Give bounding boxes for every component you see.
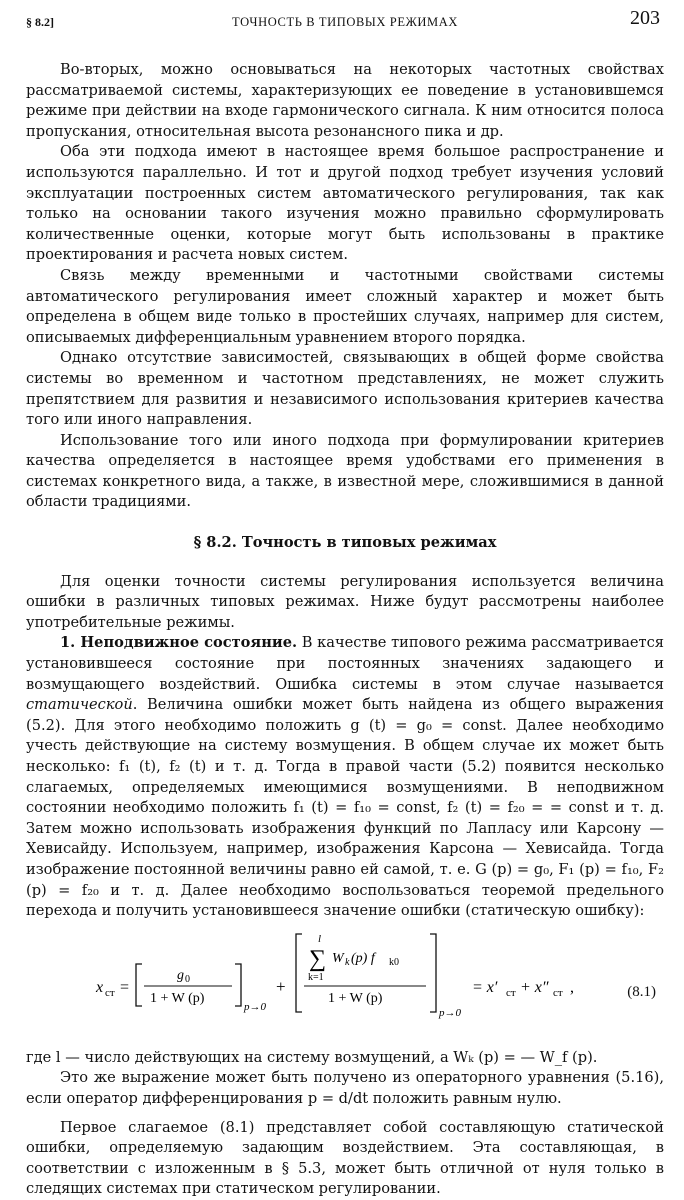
frac2-num-rest: (p) f <box>351 950 375 966</box>
formula-rhs-plus: + x″ <box>520 978 549 996</box>
header-section: § 8.2] <box>26 15 54 29</box>
bracket-right-2 <box>430 934 436 1012</box>
bracket-right-1 <box>235 964 241 1006</box>
subsection-paragraph <box>26 633 664 921</box>
running-header <box>26 7 664 40</box>
subsection-italic: статической <box>26 696 133 714</box>
formula-number: (8.1) <box>627 983 656 1000</box>
formula-plus: + <box>276 976 286 996</box>
formula-rhs-end: , <box>570 978 574 996</box>
paragraph: Однако отсутствие зависимостей, связывающих в общей форме свойства системы во временном и частотном представлениях, не может служить препятствием для развития и независимого использования критериев качества того или иного направления. <box>26 349 664 429</box>
formula-lhs: x <box>96 978 104 996</box>
subsection-text-b: . Величина ошибки может быть найдена из общего выражения (5.2). Для этого необходимо положить g (t) = g₀ = const. Далее необходимо учесть действующие на систему возмущения. В общем случае их может быть несколько: f₁ (t), f₂ (t) и т. д. Тогда в правой части (5.2) появится несколько слагаемых, определяемых имеющимися возмущениями. В неподвижном состоянии необходимо положить f₁ (t) = f₁₀ = const, f₂ (t) = f₂₀ = = const и т. д. Затем можно использовать изображения функций по Лапласу или Карсону — Хевисайду. Используем, например, изображения Карсона — Хевисайда. Тогда изображение постоянной величины равно ей самой, т. е. G (p) = g₀, F₁ (p) = f₁₀, F₂ (p) = f₂₀ и т. д. Далее необходимо воспользоваться теоремой предельного перехода и получить установившееся значение ошибки (статическую ошибку): <box>26 696 664 920</box>
frac1-den: 1 + W (p) <box>150 990 205 1006</box>
formula-rhs-sub1: ст <box>506 986 516 999</box>
section-title: § 8.2. Точность в типовых режимах <box>193 534 497 552</box>
formula-8-1 <box>26 928 664 1044</box>
bracket-left-2 <box>296 934 302 1012</box>
sum-top: l <box>318 932 322 945</box>
paragraph: Использование того или иного подхода при формулировании критериев качества определяется в настоящее время удобствами его применения в системах конкретного вида, а также, в известной мере, сложившимися в данной области традициями. <box>26 431 664 511</box>
paragraph: Это же выражение может быть получено из операторного уравнения (5.16), если оператор дифференцирования p = d/dt положить равным нулю. <box>26 1069 664 1107</box>
formula-eq: = <box>120 978 130 996</box>
sum-sign: ∑ <box>309 945 327 972</box>
limit-2: p→0 <box>439 1006 461 1019</box>
bracket-left-1 <box>136 964 142 1006</box>
intro-paragraph: Для оценки точности системы регулирования используется величина ошибки в различных типовых режимах. Ниже будут рассмотрены наиболее употребительные режимы. <box>26 572 664 631</box>
paragraph: Связь между временными и частотными свойствами системы автоматического регулирования имеет сложный характер и может быть определена в общем виде только в простейших случаях, например для систем, описываемых дифференциальным уравнением второго порядка. <box>26 266 664 346</box>
limit-1: p→0 <box>244 1000 266 1013</box>
frac2-num-rest-sub: k0 <box>389 956 399 968</box>
subsection-heading: 1. Неподвижное состояние. <box>60 634 298 652</box>
frac2-num: W <box>332 950 344 966</box>
sum-bottom: k=1 <box>308 971 324 983</box>
formula-rhs: = x′ <box>472 978 498 996</box>
formula-graphic <box>26 928 586 1044</box>
formula-rhs-sub2: ст <box>553 986 563 999</box>
frac2-num-sub: k <box>345 956 350 968</box>
subsection-text-a: В качестве типового режима рассматривается установившееся состояние при постоянных значениях задающего и возмущающего воздействий. Ошибка системы в этом случае называется <box>26 634 664 693</box>
formula-lhs-sub: ст <box>105 986 115 999</box>
header-title: ТОЧНОСТЬ В ТИПОВЫХ РЕЖИМАХ <box>232 15 458 29</box>
paragraph: Во-вторых, можно основываться на некоторых частотных свойствах рассматриваемой системы, характеризующих ее поведение в установившемся режиме при действии на входе гармонического сигнала. К ним относится полоса пропускания, относительная высота резонансного пика и др. <box>26 61 664 140</box>
page-number: 203 <box>630 7 660 29</box>
paragraph: Первое слагаемое (8.1) представляет собой составляющую статической ошибки, определяемую задающим воздействием. Эта составляющая, в соответствии с изложенным в § 5.3, может быть отличной от нуля только в следящих системах при статическом регулировании. <box>26 1118 664 1198</box>
paragraph: Оба эти подхода имеют в настоящее время большое распространение и используются параллельно. И тот и другой подход требует изучения условий эксплуатации построенных систем автоматического регулирования, так как только на основании такого изучения можно правильно сформулировать количественные оценки, которые могут быть использованы в практике проектирования и расчета новых систем. <box>26 143 664 264</box>
frac2-den: 1 + W (p) <box>328 990 383 1006</box>
frac1-num: g <box>177 967 184 983</box>
frac1-num-sub: 0 <box>185 973 190 985</box>
paragraph: где l — число действующих на систему возмущений, а Wₖ (p) = — W_f (p). <box>26 1048 598 1066</box>
